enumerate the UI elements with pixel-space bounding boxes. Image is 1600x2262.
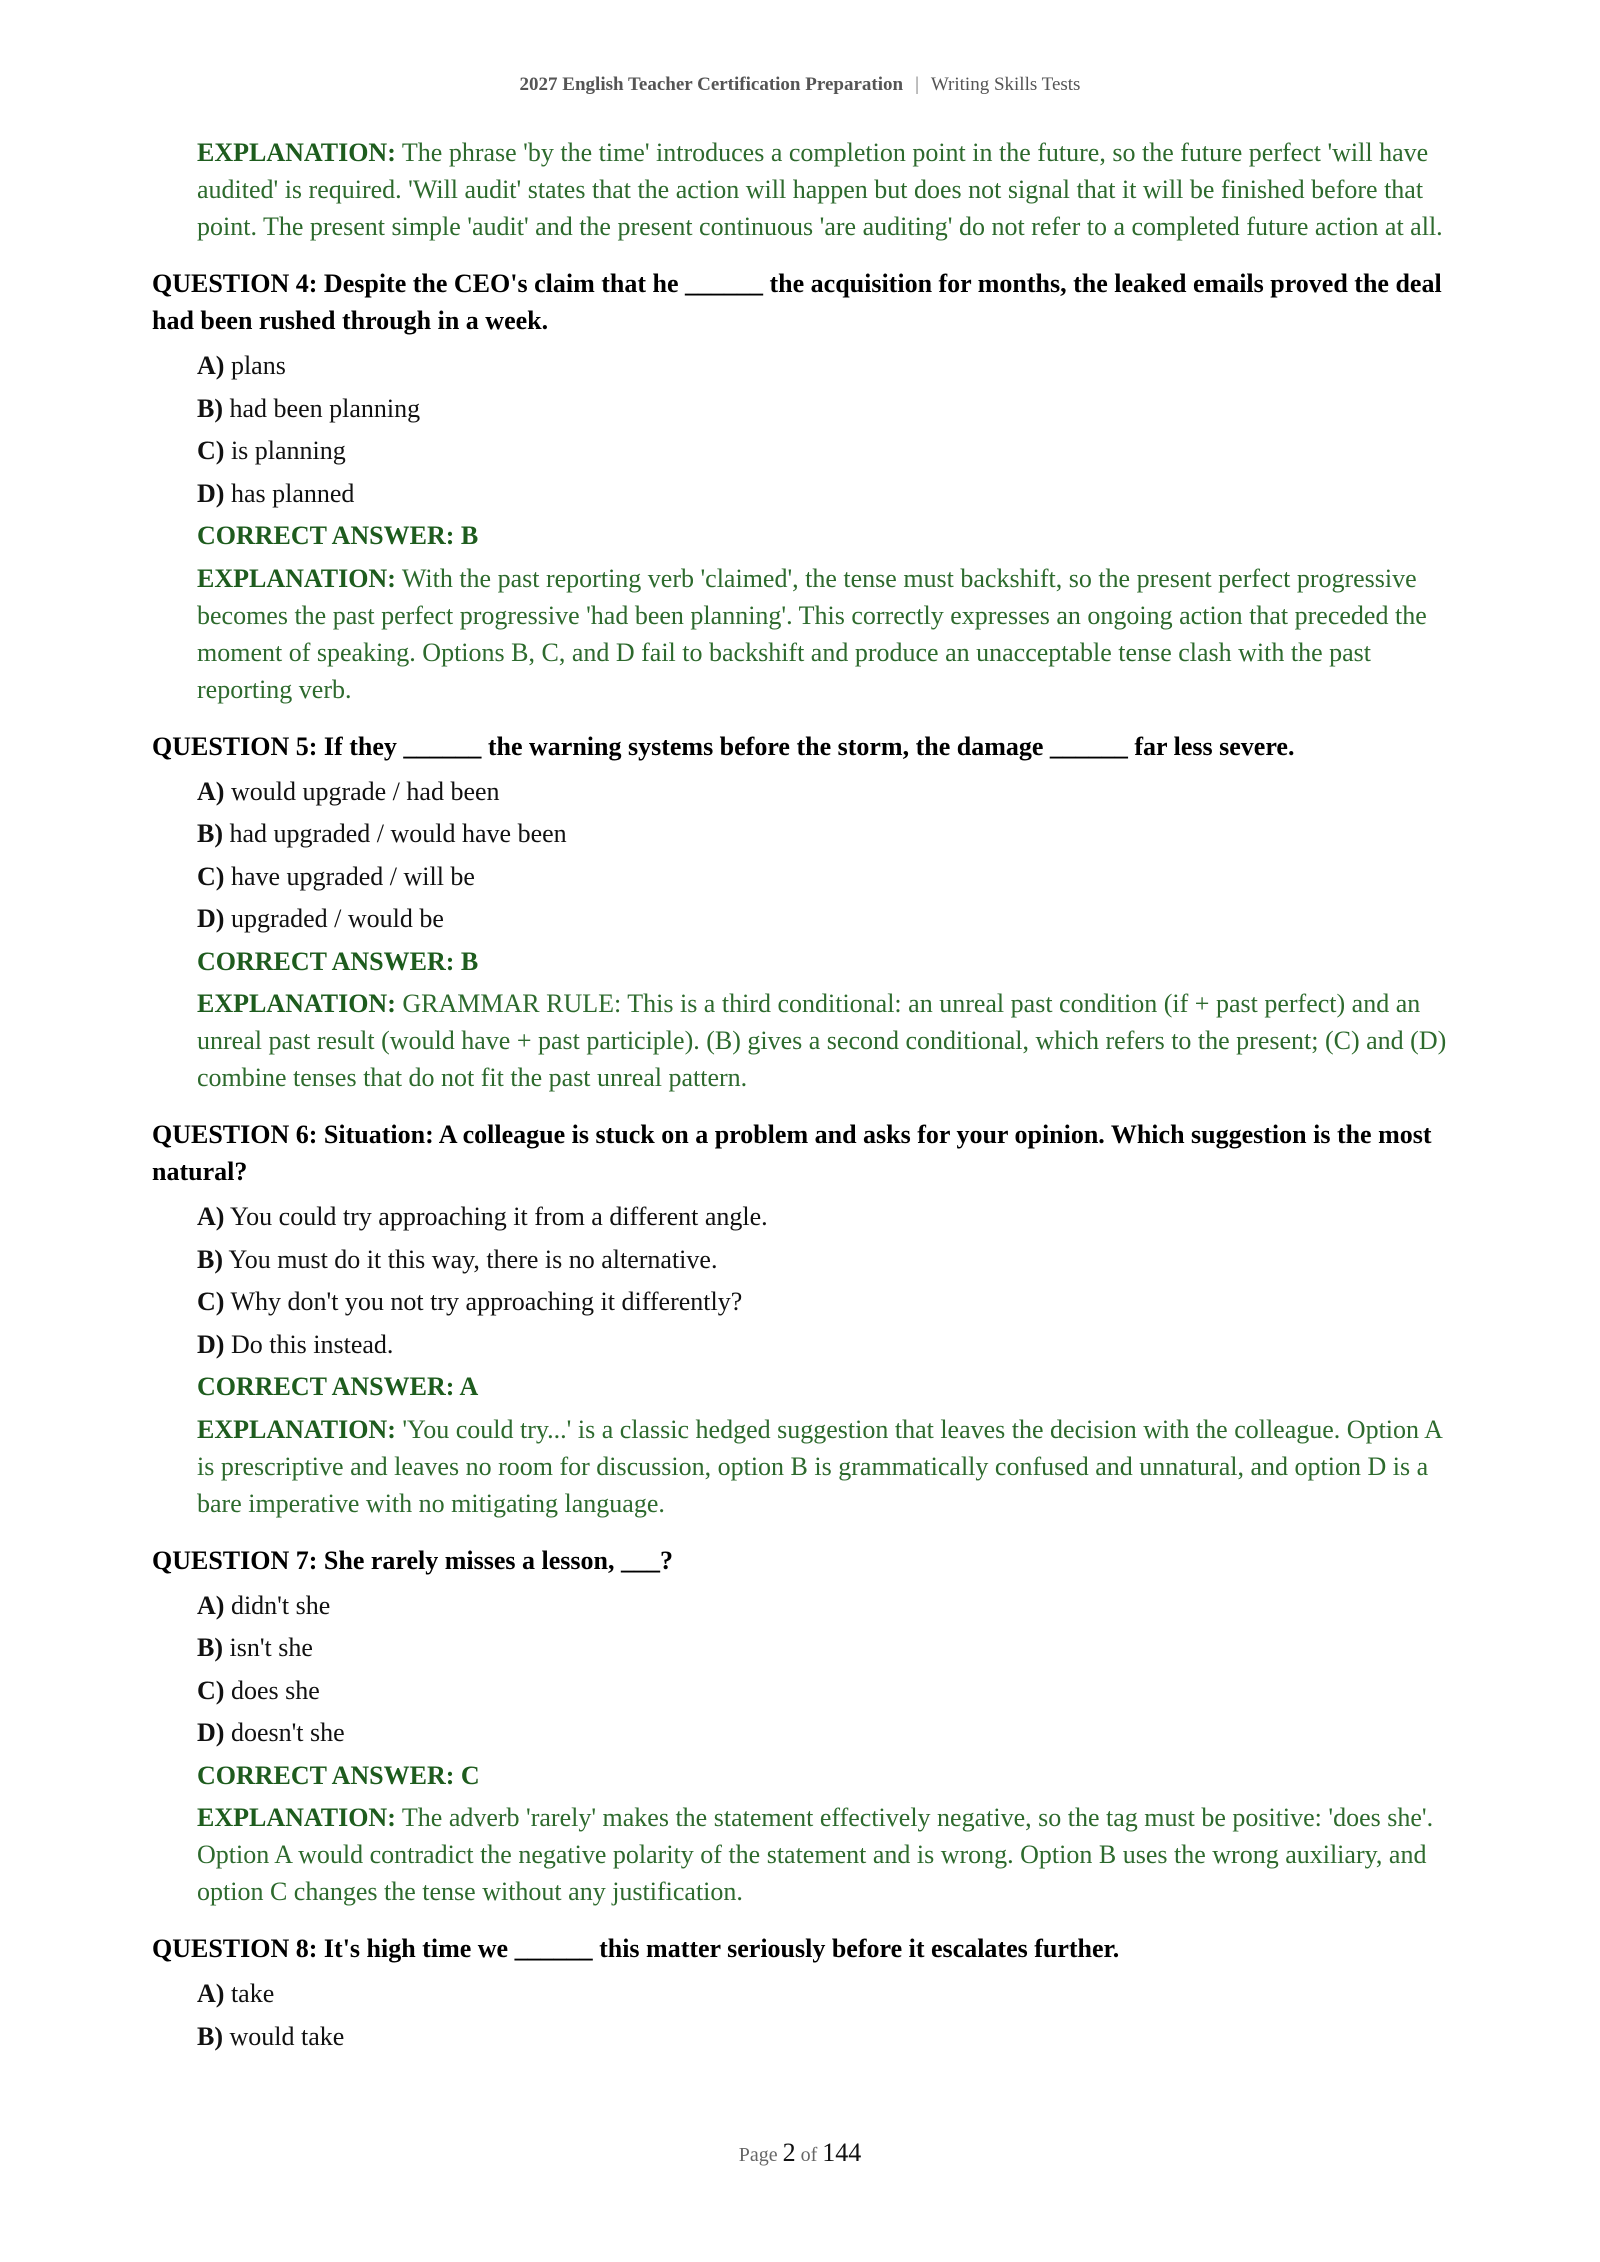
question-4-options: [197, 345, 1452, 515]
option-d: [197, 898, 1452, 941]
option-letter: D): [197, 478, 225, 508]
footer-page-word: Page: [738, 2144, 778, 2166]
explanation-text: The adverb 'rarely' makes the statement effectively negative, so the tag must be positive: 'does she'. Option A would contradict the negative polarity of the statement and is wrong. Option B uses the wrong auxiliary, and option C changes the tense without any justification.: [197, 1803, 1434, 1906]
question-5-options: [197, 771, 1452, 941]
header-title: 2027 English Teacher Certification Preparation: [519, 74, 904, 95]
question-block-4: [152, 265, 1452, 708]
explanation-label: EXPLANATION:: [197, 989, 396, 1018]
option-letter: B): [197, 393, 223, 423]
question-7-options: [197, 1585, 1452, 1755]
option-letter: A): [197, 1590, 225, 1620]
correct-answer: CORRECT ANSWER: B: [197, 521, 479, 550]
option-text: is planning: [230, 436, 346, 465]
explanation-text: The phrase 'by the time' introduces a completion point in the future, so the future perfect 'will have audited' is required. 'Will audit' states that the action will happen but does not signal that it will be finished before that point. The present simple 'audit' and the present continuous 'are auditing' do not refer to a completed future action at all.: [197, 138, 1443, 241]
explanation-label: EXPLANATION:: [197, 1414, 396, 1444]
option-letter: C): [197, 1675, 225, 1705]
correct-answer: CORRECT ANSWER: C: [197, 1760, 480, 1790]
option-text: plans: [230, 351, 286, 380]
option-letter: C): [197, 1287, 225, 1316]
option-b: [197, 1627, 1452, 1670]
option-text: Why don't you not try approaching it differently?: [230, 1287, 743, 1316]
option-letter: A): [197, 776, 225, 806]
option-c: [197, 856, 1452, 899]
option-a: [197, 771, 1452, 814]
explanation-text: 'You could try...' is a classic hedged suggestion that leaves the decision with the colleague. Option A is prescriptive and leaves no room for discussion, option B is grammatically confused and unnatural, and option D is a bare imperative with no mitigating language.: [197, 1414, 1442, 1518]
option-text: has planned: [230, 478, 355, 508]
option-d: [197, 473, 1452, 516]
option-letter: D): [197, 1329, 225, 1359]
option-text: had been planning: [229, 393, 421, 423]
option-d: [197, 1324, 1452, 1367]
explanation-text: GRAMMAR RULE: This is a third conditional: an unreal past condition (if + past perfect) and an unreal past result (would have + past participle). (B) gives a second conditional, which refers to the present; (C) and (D) combine tenses that do not fit the past unreal pattern.: [197, 989, 1447, 1092]
question-block-7: [152, 1542, 1452, 1911]
option-text: You must do it this way, there is no alternative.: [228, 1244, 718, 1274]
header-separator: |: [915, 74, 919, 95]
question-5-text: QUESTION 5: If they ______ the warning systems before the storm, the damage ______ far less severe.: [152, 731, 1295, 761]
question-6-options: [197, 1196, 1452, 1366]
page-content: [152, 134, 1452, 2058]
explanation-label: EXPLANATION:: [197, 1803, 396, 1832]
question-6-text: QUESTION 6: Situation: A colleague is stuck on a problem and asks for your opinion. Which suggestion is the most natural?: [152, 1120, 1432, 1186]
option-text: would upgrade / had been: [230, 776, 500, 806]
option-text: upgraded / would be: [230, 904, 444, 933]
option-letter: B): [197, 1244, 223, 1274]
option-a: [197, 1973, 1452, 2016]
question-block-5: [152, 728, 1452, 1097]
option-c: [197, 430, 1452, 473]
option-letter: C): [197, 436, 225, 465]
option-c: [197, 1670, 1452, 1713]
option-letter: A): [197, 1979, 225, 2008]
option-letter: A): [197, 1202, 225, 1231]
question-4-explanation: [197, 560, 1452, 708]
explanation-label: EXPLANATION:: [197, 138, 396, 167]
option-letter: D): [197, 904, 225, 933]
explanation-label: EXPLANATION:: [197, 563, 396, 593]
header-section: Writing Skills Tests: [930, 74, 1081, 95]
option-b: [197, 388, 1452, 431]
option-text: didn't she: [230, 1590, 331, 1620]
footer-total-pages: 144: [822, 2138, 862, 2167]
question-5-explanation: [197, 985, 1452, 1096]
option-text: have upgraded / will be: [230, 861, 475, 891]
option-letter: B): [197, 1633, 223, 1662]
intro-explanation: [197, 134, 1452, 245]
option-text: doesn't she: [230, 1718, 345, 1747]
option-text: would take: [229, 2021, 345, 2051]
question-block-6: [152, 1116, 1452, 1522]
option-c: [197, 1281, 1452, 1324]
option-letter: B): [197, 2021, 223, 2051]
correct-answer: CORRECT ANSWER: A: [197, 1372, 479, 1401]
option-letter: A): [197, 351, 225, 380]
question-6-explanation: [197, 1411, 1452, 1522]
option-text: does she: [230, 1675, 320, 1705]
footer-page-number: 2: [782, 2138, 796, 2167]
option-b: [197, 2016, 1452, 2059]
option-letter: B): [197, 819, 223, 848]
question-8-options: [197, 1973, 1452, 2058]
question-8-text: QUESTION 8: It's high time we ______ this matter seriously before it escalates further.: [152, 1934, 1120, 1963]
option-b: [197, 813, 1452, 856]
option-text: Do this instead.: [230, 1329, 394, 1359]
option-b: [197, 1239, 1452, 1282]
question-7-text: QUESTION 7: She rarely misses a lesson, ___?: [152, 1545, 673, 1575]
option-a: [197, 345, 1452, 388]
question-4-text: QUESTION 4: Despite the CEO's claim that he ______ the acquisition for months, the leaked emails proved the deal had been rushed through in a week.: [152, 269, 1442, 335]
option-d: [197, 1712, 1452, 1755]
page-footer: [0, 2138, 1600, 2168]
page-header: [0, 74, 1600, 96]
option-text: You could try approaching it from a different angle.: [229, 1202, 768, 1231]
option-text: had upgraded / would have been: [229, 819, 567, 848]
option-a: [197, 1585, 1452, 1628]
option-a: [197, 1196, 1452, 1239]
footer-of-word: of: [800, 2144, 818, 2166]
option-letter: D): [197, 1718, 225, 1747]
option-text: isn't she: [229, 1633, 313, 1662]
question-block-8: [152, 1930, 1452, 2058]
option-letter: C): [197, 861, 225, 891]
explanation-text: With the past reporting verb 'claimed', the tense must backshift, so the present perfect progressive becomes the past perfect progressive 'had been planning'. This correctly expresses an ongoing action that preceded the moment of speaking. Options B, C, and D fail to backshift and produce an unacceptable tense clash with the past reporting verb.: [197, 563, 1427, 704]
correct-answer: CORRECT ANSWER: B: [197, 946, 479, 976]
option-text: take: [230, 1979, 275, 2008]
question-7-explanation: [197, 1799, 1452, 1910]
